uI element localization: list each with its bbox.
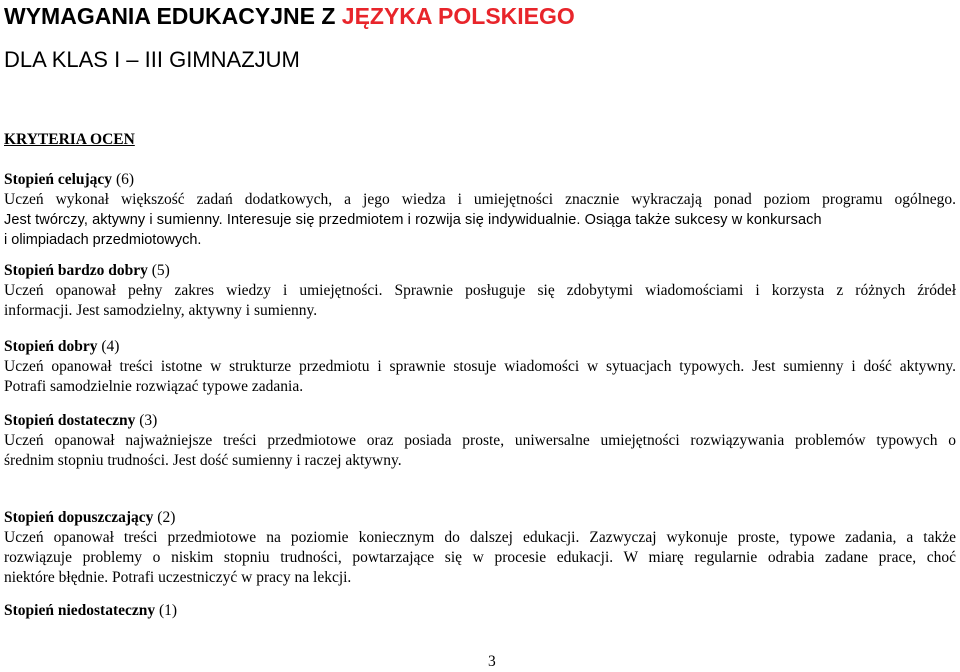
grade-description-line: średnim stopniu trudności. Jest dość sumienny i raczej aktywny.: [4, 452, 402, 469]
grade-heading: [4, 601, 956, 621]
grade-description-line: Jest twórczy, aktywny i sumienny. Interesuje się przedmiotem i rozwija się indywidualnie. Osiąga także sukcesy w konkursach: [4, 212, 822, 228]
criteria-heading: KRYTERIA OCEN: [4, 131, 135, 148]
title-text: WYMAGANIA EDUKACYJNE Z: [4, 3, 342, 29]
grade-section-dostateczny: [4, 411, 956, 471]
grade-description-line: Uczeń opanował treści istotne w strukturze przedmiotu i sprawnie stosuje wiadomości w sytuacjach typowych. Jest sumienny i dość aktywny.: [4, 358, 956, 375]
grade-description-line: Uczeń opanował najważniejsze treści przedmiotowe oraz posiada proste, uniwersalne umiejętności rozwiązywania problemów typowych o: [4, 432, 956, 449]
grade-heading: [4, 411, 956, 431]
grade-section-niedostateczny: [4, 601, 956, 621]
grade-number: (6): [112, 171, 135, 188]
grade-description-line: rozwiązuje problemy o niskim stopniu trudności, powtarzające się w procesie edukacji. W miarę regularnie odrabia zadane prace, choć: [4, 549, 956, 566]
grade-number: (2): [153, 509, 176, 526]
grade-section-dobry: [4, 337, 956, 397]
grade-heading: [4, 170, 956, 190]
grade-description-line: i olimpiadach przedmiotowych.: [4, 232, 202, 248]
grade-number: (5): [147, 262, 170, 279]
grade-name: Stopień bardzo dobry: [4, 262, 148, 279]
grade-description-line: Uczeń opanował pełny zakres wiedzy i umiejętności. Sprawnie posługuje się zdobytymi wiadomościami i korzysta z różnych źródeł: [4, 282, 956, 299]
document-title: [4, 2, 575, 30]
grade-description-line: informacji. Jest samodzielny, aktywny i sumienny.: [4, 302, 318, 319]
grade-description-line: Potrafi samodzielnie rozwiązać typowe zadania.: [4, 378, 304, 395]
grade-heading: [4, 508, 956, 528]
grade-description-line: niektóre błędnie. Potrafi uczestniczyć w pracy na lekcji.: [4, 569, 352, 586]
grade-number: (4): [97, 338, 120, 355]
grade-section-dopuszczajacy: [4, 508, 956, 588]
title-subject-text: JĘZYKA POLSKIEGO: [341, 3, 575, 29]
grade-description-line: Uczeń opanował treści przedmiotowe na poziomie koniecznym do dalszej edukacji. Zazwyczaj wykonuje proste, typowe zadania, a także: [4, 529, 956, 546]
grade-heading: [4, 261, 956, 281]
document-subtitle: DLA KLAS I – III GIMNAZJUM: [4, 47, 300, 72]
grade-number: (3): [135, 412, 158, 429]
grade-heading: [4, 337, 956, 357]
grade-section-bardzo-dobry: [4, 261, 956, 321]
grade-description-line: Uczeń wykonał większość zadań dodatkowych, a jego wiedza i umiejętności znacznie wykraczają ponad poziom programu ogólnego.: [4, 191, 956, 208]
grade-name: Stopień dostateczny: [4, 412, 136, 429]
grade-section-celujacy: [4, 170, 956, 250]
grade-number: (1): [155, 602, 178, 619]
grade-name: Stopień celujący: [4, 171, 113, 188]
grade-name: Stopień niedostateczny: [4, 602, 156, 619]
grade-name: Stopień dobry: [4, 338, 98, 355]
page-number: 3: [488, 653, 496, 670]
grade-name: Stopień dopuszczający: [4, 509, 154, 526]
